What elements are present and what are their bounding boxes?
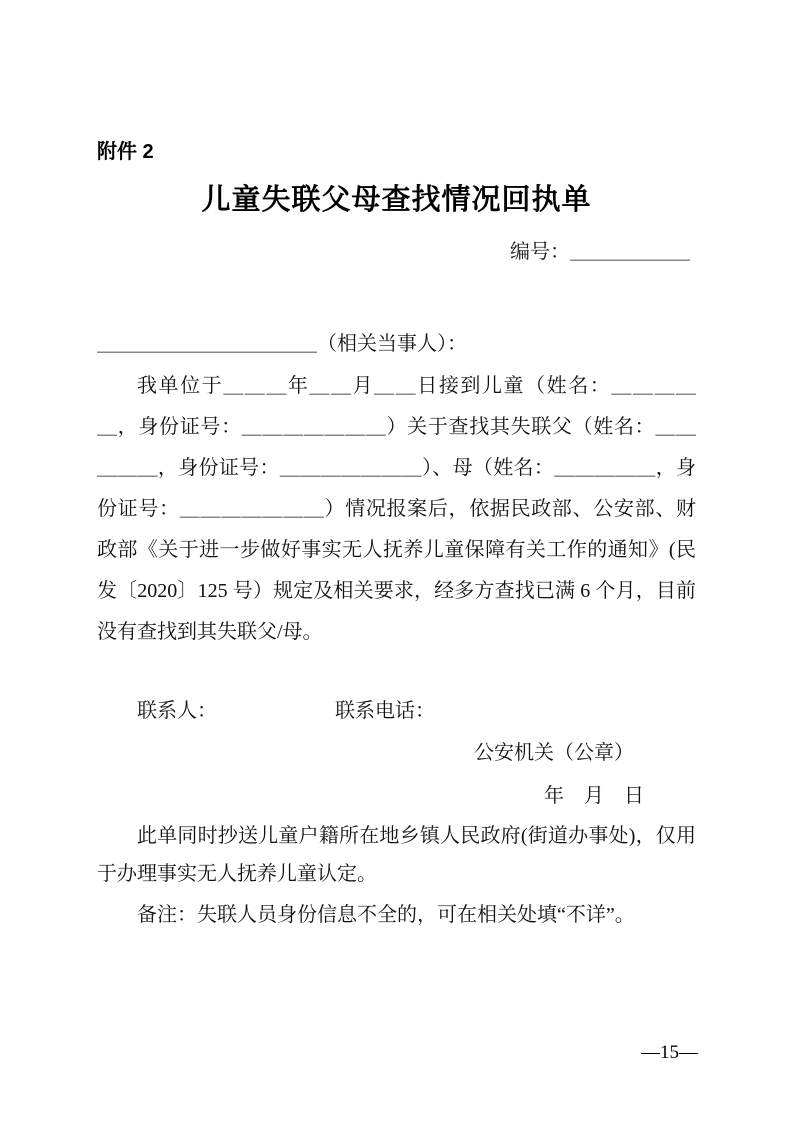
serial-number-label: 编号： xyxy=(510,241,570,263)
contact-phone-label: 联系电话： xyxy=(335,700,435,722)
addressee-line xyxy=(97,324,696,364)
page-number: —15— xyxy=(641,1042,698,1063)
addressee-blank: ＿＿＿＿＿＿＿＿＿＿＿ xyxy=(97,333,317,355)
remark-paragraph: 备注：失联人员身份信息不全的，可在相关处填“不详”。 xyxy=(137,904,635,926)
addressee-suffix: （相关当事人）： xyxy=(317,333,467,355)
contact-person-label: 联系人： xyxy=(137,700,217,722)
cc-note-paragraph: 此单同时抄送儿童户籍所在地乡镇人民政府(街道办事处)，仅用于办理事实无人抚养儿童认定。 xyxy=(97,825,696,885)
body-paragraph: 我单位于＿＿＿年＿＿月＿＿日接到儿童（姓名：＿＿＿＿＿，身份证号：＿＿＿＿＿＿＿）关于查找其失联父（姓名：＿＿＿＿＿，身份证号：＿＿＿＿＿＿＿）、母（姓名：＿＿＿＿＿，身份证号：＿＿＿＿＿＿＿）情况报案后，依据民政部、公安部、财政部《关于进一步做好事实无人抚养儿童保障有关工作的通知》(民发〔2020〕125 号）规定及相关要求，经多方查找已满 6 个月，目前没有查找到其失联父/母。 xyxy=(97,375,696,643)
authority-seal-line: 公安机关（公章） xyxy=(474,742,634,764)
document-title: 儿童失联父母查找情况回执单 xyxy=(201,184,592,216)
signature-date-line: 年 月 日 xyxy=(544,785,644,807)
attachment-label: 附件 2 xyxy=(97,141,154,163)
contact-line xyxy=(97,691,696,731)
serial-number-line xyxy=(97,236,696,268)
serial-number-blank: ＿＿＿＿＿＿ xyxy=(570,241,690,263)
